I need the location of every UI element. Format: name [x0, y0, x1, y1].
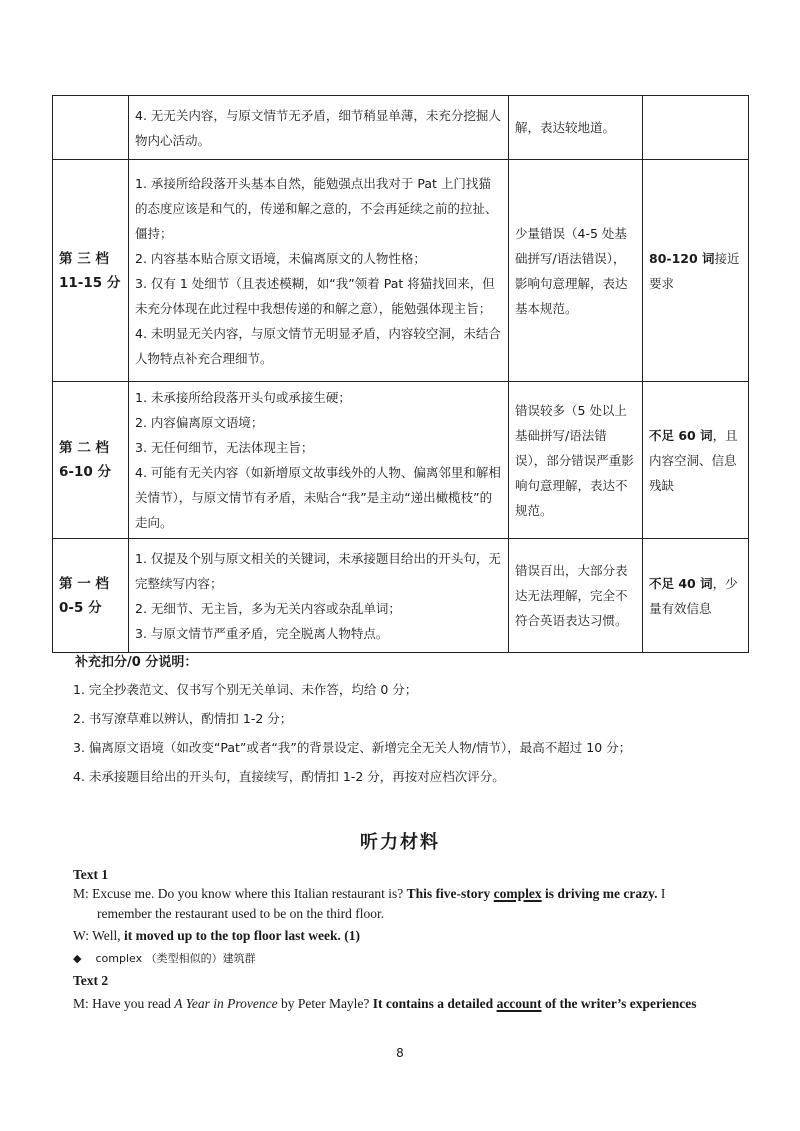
level-name: 第 一 档 [59, 575, 109, 592]
text2-m-bold-2: of the writer’s experiences [541, 996, 697, 1011]
requirement-cell [643, 96, 749, 160]
content-item: 2. 内容偏离原文语境； [135, 415, 264, 430]
vocab-note [73, 946, 753, 972]
rubric-row-band-2 [53, 382, 749, 539]
scoring-rubric-table [52, 95, 749, 653]
content-item: 2. 内容基本贴合原文语境，未偏离原文的人物性格； [135, 250, 426, 266]
text1-man-line [73, 884, 753, 904]
supplementary-deductions [73, 654, 753, 798]
level-cell [53, 96, 129, 160]
content-item: 1. 未承接所给段落开头句或承接生硬； [135, 390, 351, 405]
errors-cell: 错误百出，大部分表达无法理解，完全不符合英语表达习惯。 [509, 539, 643, 653]
text1-m-plain: M: Excuse me. Do you know where this Italian restaurant is? [73, 886, 407, 901]
text1-man-line-2: remember the restaurant used to be on the third floor. [97, 906, 385, 921]
level-cell [53, 382, 129, 539]
text1-heading: Text 1 [73, 867, 109, 882]
requirement-cell [643, 160, 749, 382]
text2-m-plain-2: by Peter Mayle? [277, 996, 373, 1011]
requirement-word-count: 80-120 词 [649, 250, 715, 266]
content-cell [129, 96, 509, 160]
text2-m-plain: M: Have you read [73, 996, 175, 1011]
requirement-note: 接近要求 [649, 250, 740, 291]
listening-section-title: 听力材料 [360, 832, 440, 853]
content-item: 3. 与原文情节严重矛盾，完全脱离人物特点。 [135, 625, 389, 641]
level-score: 11-15 分 [59, 274, 121, 291]
level-cell [53, 539, 129, 653]
level-score: 0-5 分 [59, 599, 102, 616]
rubric-row-continued [53, 96, 749, 160]
text2-man-line [73, 994, 753, 1014]
content-item: 2. 无细节、无主旨，多为无关内容或杂乱单词； [135, 600, 401, 616]
content-cell [129, 539, 509, 653]
content-cell [129, 382, 509, 539]
text1-keyword-complex: complex [493, 886, 542, 901]
requirement-cell [643, 382, 749, 539]
rubric-row-band-3 [53, 160, 749, 382]
requirement-note: ，少量有效信息 [649, 575, 738, 616]
content-cell [129, 160, 509, 382]
requirement-word-count: 不足 60 词 [649, 427, 713, 443]
supplement-item: 2. 书写潦草难以辨认，酌情扣 1-2 分； [73, 711, 293, 726]
requirement-cell [643, 539, 749, 653]
content-item: 4. 可能有无关内容（如新增原文故事线外的人物、偏离邻里和解相关情节），与原文情节有矛盾，未贴合“我”是主动“递出橄榄枝”的走向。 [135, 465, 501, 530]
text1-w-plain: W: Well, [73, 928, 125, 943]
text1-w-bold: it moved up to the top floor last week. (1) [124, 928, 361, 943]
text1-m-bold-2: is driving me crazy. [541, 886, 658, 901]
content-item: 1. 承接所给段落开头基本自然，能勉强点出我对于 Pat 上门找猫的态度应该是和气的，传递和解之意的，不会再延续之前的拉扯、僵持； [135, 175, 498, 241]
level-cell [53, 160, 129, 382]
requirement-note: ，且内容空洞、信息残缺 [649, 427, 738, 493]
level-name: 第 二 档 [59, 440, 109, 456]
supplement-item: 1. 完全抄袭范文、仅书写个别无关单词、未作答，均给 0 分； [73, 682, 418, 697]
text1-m-plain-2: I [657, 886, 666, 901]
level-score: 6-10 分 [59, 464, 111, 480]
text2-m-bold: It contains a detailed [372, 996, 497, 1011]
text2-keyword-account: account [496, 996, 542, 1011]
requirement-word-count: 不足 40 词 [649, 575, 713, 591]
content-item: 1. 仅提及个别与原文相关的关键词，未承接题目给出的开头句，无完整续写内容； [135, 550, 501, 591]
level-name: 第 三 档 [59, 250, 109, 267]
text2-heading: Text 2 [73, 973, 109, 988]
supplement-item: 4. 未承接题目给出的开头句，直接续写，酌情扣 1-2 分，再按对应档次评分。 [73, 769, 505, 784]
diamond-bullet-icon: ◆ [73, 952, 82, 965]
content-item: 3. 无任何细节，无法体现主旨； [135, 440, 314, 455]
content-item: 4. 无无关内容，与原文情节无矛盾，细节稍显单薄，未充分挖掘人物内心活动。 [135, 107, 501, 148]
errors-cell: 错误较多（5 处以上基础拼写/语法错误），部分错误严重影响句意理解，表达不规范。 [509, 382, 643, 539]
text2-book-title: A Year in Provence [174, 996, 278, 1011]
errors-cell: 解，表达较地道。 [509, 96, 643, 160]
content-item: 4. 未明显无关内容，与原文情节无明显矛盾，内容较空洞，未结合人物特点补充合理细节。 [135, 325, 501, 366]
rubric-row-band-1 [53, 539, 749, 653]
text1-woman-line [73, 926, 753, 946]
vocab-note-text: complex （类型相似的）建筑群 [95, 952, 256, 965]
text1-m-bold: This five-story [406, 886, 494, 901]
supplement-item: 3. 偏离原文语境（如改变“Pat”或者“我”的背景设定、新增完全无关人物/情节），最高不超过 10 分； [73, 740, 632, 755]
errors-cell: 少量错误（4-5 处基础拼写/语法错误），影响句意理解，表达基本规范。 [509, 160, 643, 382]
content-item: 3. 仅有 1 处细节（且表述模糊，如“我”领着 Pat 将猫找回来，但未充分体现在此过程中我想传递的和解之意），能勉强体现主旨； [135, 275, 495, 316]
page-number: 8 [396, 1046, 404, 1060]
supplement-title: 补充扣分/0 分说明： [75, 655, 198, 670]
listening-transcript [73, 866, 753, 1014]
